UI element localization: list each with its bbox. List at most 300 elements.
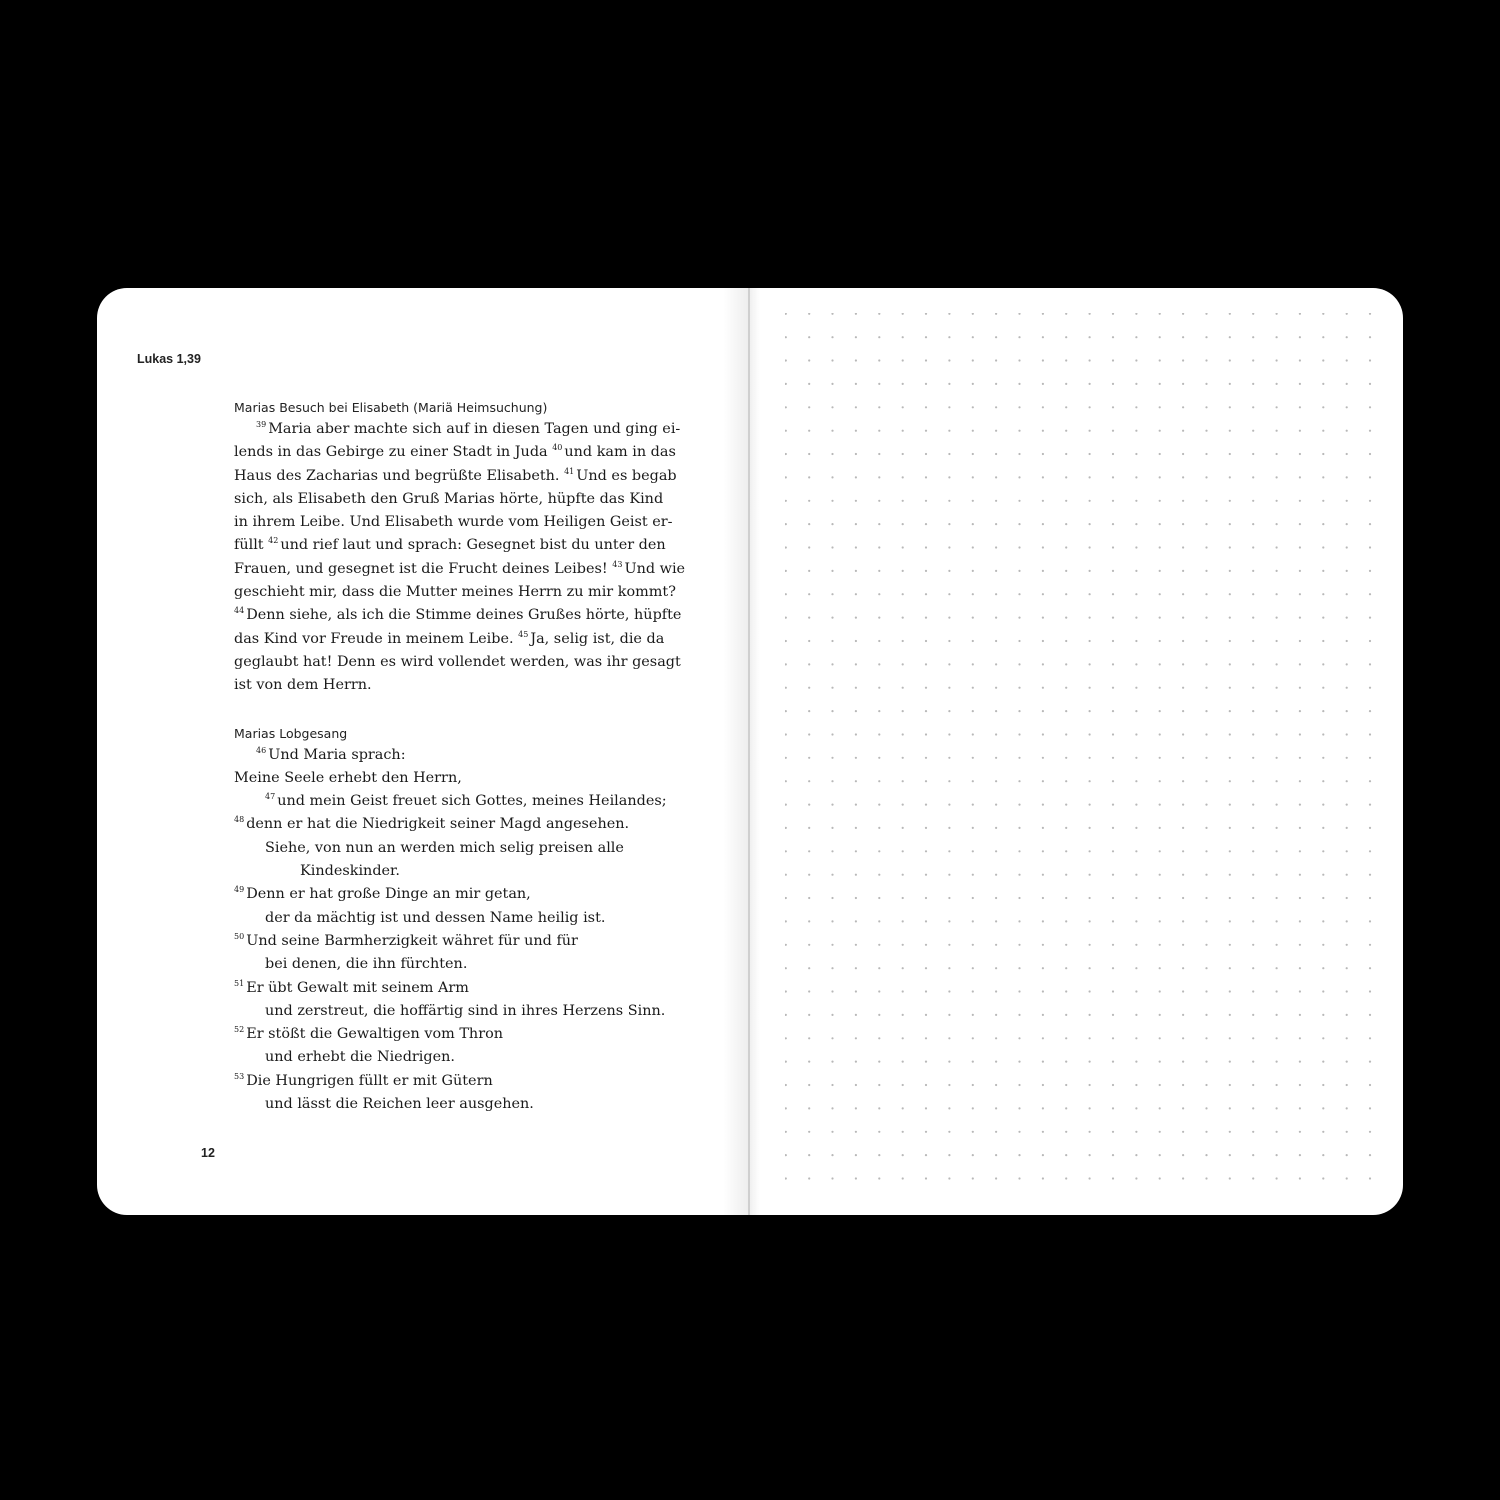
grid-dot bbox=[1322, 359, 1324, 361]
grid-dot bbox=[995, 710, 997, 712]
grid-dot bbox=[1018, 546, 1020, 548]
grid-dot bbox=[808, 1084, 810, 1086]
grid-dot bbox=[808, 546, 810, 548]
grid-dot bbox=[1159, 546, 1161, 548]
grid-dot bbox=[1065, 546, 1067, 548]
grid-dot bbox=[1276, 1037, 1278, 1039]
grid-dot bbox=[1276, 920, 1278, 922]
grid-dot bbox=[948, 967, 950, 969]
grid-dot bbox=[1252, 546, 1254, 548]
grid-dot bbox=[1042, 780, 1044, 782]
grid-dot bbox=[948, 359, 950, 361]
grid-dot bbox=[1346, 383, 1348, 385]
grid-dot bbox=[925, 780, 927, 782]
grid-dot bbox=[878, 640, 880, 642]
text-line bbox=[234, 953, 646, 976]
grid-dot bbox=[1159, 1014, 1161, 1016]
grid-dot bbox=[878, 757, 880, 759]
grid-dot bbox=[1346, 1084, 1348, 1086]
grid-dot bbox=[1299, 780, 1301, 782]
grid-dot bbox=[972, 827, 974, 829]
grid-dot bbox=[1018, 804, 1020, 806]
grid-dot bbox=[878, 897, 880, 899]
section-heading-magnificat: Marias Lobgesang bbox=[234, 725, 348, 741]
grid-dot bbox=[1205, 944, 1207, 946]
grid-dot bbox=[1252, 523, 1254, 525]
verse-number: 48 bbox=[234, 815, 245, 825]
grid-dot bbox=[878, 617, 880, 619]
grid-dot bbox=[785, 990, 787, 992]
grid-dot bbox=[972, 687, 974, 689]
grid-dot bbox=[1369, 990, 1371, 992]
grid-dot bbox=[785, 617, 787, 619]
grid-dot bbox=[1182, 897, 1184, 899]
grid-dot bbox=[1018, 1084, 1020, 1086]
grid-dot bbox=[925, 757, 927, 759]
grid-dot bbox=[1112, 967, 1114, 969]
grid-dot bbox=[1322, 804, 1324, 806]
grid-dot bbox=[1112, 990, 1114, 992]
grid-dot bbox=[1089, 430, 1091, 432]
grid-dot bbox=[1065, 570, 1067, 572]
grid-dot bbox=[1065, 780, 1067, 782]
grid-dot bbox=[878, 874, 880, 876]
grid-dot bbox=[1369, 897, 1371, 899]
grid-dot bbox=[808, 1177, 810, 1179]
text-line bbox=[234, 488, 664, 511]
grid-dot bbox=[925, 920, 927, 922]
grid-dot bbox=[1159, 804, 1161, 806]
grid-dot bbox=[1299, 687, 1301, 689]
grid-dot bbox=[855, 780, 857, 782]
grid-dot bbox=[995, 500, 997, 502]
grid-dot bbox=[878, 383, 880, 385]
grid-dot bbox=[902, 827, 904, 829]
grid-dot bbox=[1135, 757, 1137, 759]
grid-dot bbox=[948, 733, 950, 735]
grid-dot bbox=[878, 967, 880, 969]
grid-dot bbox=[831, 313, 833, 315]
grid-dot bbox=[1229, 710, 1231, 712]
grid-dot bbox=[831, 383, 833, 385]
grid-dot bbox=[1299, 336, 1301, 338]
grid-dot bbox=[1229, 733, 1231, 735]
grid-dot bbox=[1229, 570, 1231, 572]
grid-dot bbox=[995, 523, 997, 525]
grid-dot bbox=[995, 920, 997, 922]
grid-dot bbox=[808, 453, 810, 455]
grid-dot bbox=[1042, 1084, 1044, 1086]
grid-dot bbox=[1205, 640, 1207, 642]
verse-number: 40 bbox=[552, 443, 563, 453]
grid-dot bbox=[1322, 383, 1324, 385]
grid-dot bbox=[972, 757, 974, 759]
grid-dot bbox=[1018, 383, 1020, 385]
verse-text: und erhebt die Niedrigen. bbox=[265, 1049, 455, 1066]
grid-dot bbox=[808, 430, 810, 432]
grid-dot bbox=[1252, 757, 1254, 759]
grid-dot bbox=[831, 476, 833, 478]
grid-dot bbox=[1205, 850, 1207, 852]
verse-text: Meine Seele erhebt den Herrn, bbox=[234, 769, 462, 786]
grid-dot bbox=[995, 1061, 997, 1063]
grid-dot bbox=[855, 570, 857, 572]
grid-dot bbox=[878, 570, 880, 572]
grid-dot bbox=[1089, 897, 1091, 899]
grid-dot bbox=[831, 617, 833, 619]
grid-dot bbox=[1205, 593, 1207, 595]
grid-dot bbox=[1042, 663, 1044, 665]
verse-text: Er stößt die Gewaltigen vom Thron bbox=[246, 1026, 504, 1043]
grid-dot bbox=[831, 593, 833, 595]
grid-dot bbox=[1276, 780, 1278, 782]
grid-dot bbox=[1299, 1037, 1301, 1039]
grid-dot bbox=[1065, 990, 1067, 992]
grid-dot bbox=[1229, 1107, 1231, 1109]
grid-dot bbox=[1182, 1061, 1184, 1063]
grid-dot bbox=[1322, 920, 1324, 922]
grid-dot bbox=[1252, 640, 1254, 642]
grid-dot bbox=[1018, 850, 1020, 852]
grid-dot bbox=[1018, 827, 1020, 829]
grid-dot bbox=[1182, 1131, 1184, 1133]
grid-dot bbox=[1112, 1037, 1114, 1039]
grid-dot bbox=[902, 920, 904, 922]
grid-dot bbox=[855, 897, 857, 899]
grid-dot bbox=[831, 710, 833, 712]
grid-dot bbox=[1018, 920, 1020, 922]
grid-dot bbox=[785, 453, 787, 455]
grid-dot bbox=[1346, 523, 1348, 525]
grid-dot bbox=[1182, 944, 1184, 946]
grid-dot bbox=[925, 687, 927, 689]
grid-dot bbox=[1299, 920, 1301, 922]
grid-dot bbox=[995, 897, 997, 899]
grid-dot bbox=[831, 897, 833, 899]
grid-dot bbox=[1346, 359, 1348, 361]
verse-number: 43 bbox=[612, 559, 623, 569]
grid-dot bbox=[1112, 500, 1114, 502]
grid-dot bbox=[1299, 406, 1301, 408]
grid-dot bbox=[1182, 874, 1184, 876]
grid-dot bbox=[1159, 944, 1161, 946]
verse-number: 41 bbox=[564, 466, 575, 476]
grid-dot bbox=[855, 804, 857, 806]
grid-dot bbox=[1182, 546, 1184, 548]
grid-dot bbox=[1299, 1177, 1301, 1179]
grid-dot bbox=[1229, 850, 1231, 852]
grid-dot bbox=[808, 500, 810, 502]
grid-dot bbox=[1042, 990, 1044, 992]
grid-dot bbox=[785, 944, 787, 946]
grid-dot bbox=[855, 663, 857, 665]
text-line bbox=[234, 674, 646, 697]
grid-dot bbox=[1159, 663, 1161, 665]
grid-dot bbox=[855, 827, 857, 829]
grid-dot bbox=[972, 944, 974, 946]
grid-dot bbox=[1065, 1014, 1067, 1016]
grid-dot bbox=[855, 476, 857, 478]
grid-dot bbox=[1135, 593, 1137, 595]
grid-dot bbox=[995, 804, 997, 806]
grid-dot bbox=[1182, 733, 1184, 735]
grid-dot bbox=[1089, 640, 1091, 642]
grid-dot bbox=[878, 1014, 880, 1016]
grid-dot bbox=[995, 1084, 997, 1086]
grid-dot bbox=[972, 523, 974, 525]
grid-dot bbox=[1065, 850, 1067, 852]
grid-dot bbox=[948, 1154, 950, 1156]
verse-text: Denn er hat große Dinge an mir getan, bbox=[246, 886, 531, 903]
grid-dot bbox=[785, 757, 787, 759]
grid-dot bbox=[1135, 780, 1137, 782]
grid-dot bbox=[1042, 804, 1044, 806]
grid-dot bbox=[1346, 476, 1348, 478]
grid-dot bbox=[1112, 1014, 1114, 1016]
grid-dot bbox=[1299, 383, 1301, 385]
grid-dot bbox=[1135, 546, 1137, 548]
grid-dot bbox=[948, 406, 950, 408]
grid-dot bbox=[948, 336, 950, 338]
grid-dot bbox=[1276, 640, 1278, 642]
grid-dot bbox=[1089, 1061, 1091, 1063]
grid-dot bbox=[925, 1154, 927, 1156]
grid-dot bbox=[1089, 687, 1091, 689]
grid-dot bbox=[808, 336, 810, 338]
grid-dot bbox=[1299, 523, 1301, 525]
grid-dot bbox=[995, 944, 997, 946]
grid-dot bbox=[1042, 1107, 1044, 1109]
grid-dot bbox=[878, 1154, 880, 1156]
grid-dot bbox=[1322, 897, 1324, 899]
grid-dot bbox=[1089, 1154, 1091, 1156]
grid-dot bbox=[1042, 710, 1044, 712]
grid-dot bbox=[785, 920, 787, 922]
grid-dot bbox=[831, 1131, 833, 1133]
grid-dot bbox=[902, 640, 904, 642]
grid-dot bbox=[1112, 733, 1114, 735]
grid-dot bbox=[785, 710, 787, 712]
grid-dot bbox=[1252, 476, 1254, 478]
grid-dot bbox=[1089, 617, 1091, 619]
grid-dot bbox=[1042, 827, 1044, 829]
grid-dot bbox=[1229, 500, 1231, 502]
grid-dot bbox=[1018, 313, 1020, 315]
grid-dot bbox=[808, 359, 810, 361]
verse-number: 53 bbox=[234, 1071, 245, 1081]
grid-dot bbox=[972, 990, 974, 992]
grid-dot bbox=[785, 476, 787, 478]
grid-dot bbox=[1346, 570, 1348, 572]
grid-dot bbox=[1369, 313, 1371, 315]
text-line bbox=[234, 977, 646, 1000]
grid-dot bbox=[785, 1061, 787, 1063]
grid-dot bbox=[1299, 850, 1301, 852]
grid-dot bbox=[1252, 359, 1254, 361]
grid-dot bbox=[995, 687, 997, 689]
grid-dot bbox=[1252, 1014, 1254, 1016]
grid-dot bbox=[1135, 453, 1137, 455]
text-line bbox=[234, 930, 646, 953]
grid-dot bbox=[878, 804, 880, 806]
grid-dot bbox=[1229, 476, 1231, 478]
grid-dot bbox=[1276, 359, 1278, 361]
grid-dot bbox=[785, 874, 787, 876]
grid-dot bbox=[855, 336, 857, 338]
grid-dot bbox=[1276, 990, 1278, 992]
verse-text: der da mächtig ist und dessen Name heilig ist. bbox=[265, 909, 606, 926]
grid-dot bbox=[1135, 359, 1137, 361]
grid-dot bbox=[1346, 733, 1348, 735]
grid-dot bbox=[1229, 920, 1231, 922]
grid-dot bbox=[1042, 640, 1044, 642]
grid-dot bbox=[1159, 1037, 1161, 1039]
grid-dot bbox=[1252, 383, 1254, 385]
grid-dot bbox=[1369, 593, 1371, 595]
grid-dot bbox=[1065, 1177, 1067, 1179]
grid-dot bbox=[1346, 757, 1348, 759]
grid-dot bbox=[1089, 1131, 1091, 1133]
grid-dot bbox=[1182, 313, 1184, 315]
grid-dot bbox=[831, 780, 833, 782]
grid-dot bbox=[1299, 804, 1301, 806]
grid-dot bbox=[902, 663, 904, 665]
grid-dot bbox=[1018, 944, 1020, 946]
grid-dot bbox=[1042, 944, 1044, 946]
grid-dot bbox=[995, 1131, 997, 1133]
grid-dot bbox=[855, 733, 857, 735]
grid-dot bbox=[1299, 733, 1301, 735]
grid-dot bbox=[1135, 1107, 1137, 1109]
grid-dot bbox=[1018, 1014, 1020, 1016]
grid-dot bbox=[1159, 640, 1161, 642]
grid-dot bbox=[1229, 336, 1231, 338]
grid-dot bbox=[1252, 617, 1254, 619]
grid-dot bbox=[1369, 733, 1371, 735]
grid-dot bbox=[1369, 944, 1371, 946]
verse-text: und rief laut und sprach: Gesegnet bist du unter den bbox=[280, 537, 666, 554]
grid-dot bbox=[785, 336, 787, 338]
grid-dot bbox=[855, 453, 857, 455]
grid-dot bbox=[1159, 780, 1161, 782]
grid-dot bbox=[948, 1107, 950, 1109]
grid-dot bbox=[1065, 733, 1067, 735]
grid-dot bbox=[1112, 850, 1114, 852]
grid-dot bbox=[1159, 874, 1161, 876]
text-line bbox=[234, 860, 646, 883]
grid-dot bbox=[1276, 336, 1278, 338]
grid-dot bbox=[948, 1014, 950, 1016]
text-block bbox=[234, 398, 686, 1116]
grid-dot bbox=[1229, 640, 1231, 642]
grid-dot bbox=[1252, 804, 1254, 806]
grid-dot bbox=[902, 710, 904, 712]
grid-dot bbox=[1369, 967, 1371, 969]
grid-dot bbox=[878, 430, 880, 432]
grid-dot bbox=[1089, 663, 1091, 665]
grid-dot bbox=[1112, 336, 1114, 338]
grid-dot bbox=[1299, 1131, 1301, 1133]
grid-dot bbox=[1089, 874, 1091, 876]
grid-dot bbox=[902, 383, 904, 385]
grid-dot bbox=[948, 430, 950, 432]
grid-dot bbox=[1205, 406, 1207, 408]
grid-dot bbox=[855, 687, 857, 689]
grid-dot bbox=[995, 874, 997, 876]
grid-dot bbox=[878, 1037, 880, 1039]
grid-dot bbox=[1135, 313, 1137, 315]
grid-dot bbox=[925, 710, 927, 712]
grid-dot bbox=[972, 733, 974, 735]
text-line bbox=[234, 558, 686, 581]
grid-dot bbox=[1346, 897, 1348, 899]
grid-dot bbox=[808, 476, 810, 478]
grid-dot bbox=[1229, 897, 1231, 899]
grid-dot bbox=[972, 570, 974, 572]
grid-dot bbox=[1018, 640, 1020, 642]
grid-dot bbox=[785, 523, 787, 525]
grid-dot bbox=[1322, 990, 1324, 992]
grid-dot bbox=[1346, 640, 1348, 642]
grid-dot bbox=[1042, 920, 1044, 922]
grid-dot bbox=[1369, 1131, 1371, 1133]
grid-dot bbox=[1089, 406, 1091, 408]
grid-dot bbox=[1369, 1107, 1371, 1109]
grid-dot bbox=[1276, 897, 1278, 899]
grid-dot bbox=[925, 944, 927, 946]
grid-dot bbox=[1205, 453, 1207, 455]
grid-dot bbox=[902, 1061, 904, 1063]
grid-dot bbox=[1299, 663, 1301, 665]
grid-dot bbox=[948, 780, 950, 782]
verse-text: das Kind vor Freude in meinem Leibe. bbox=[234, 630, 519, 647]
grid-dot bbox=[1112, 804, 1114, 806]
grid-dot bbox=[1299, 640, 1301, 642]
grid-dot bbox=[1089, 1037, 1091, 1039]
grid-dot bbox=[1252, 1107, 1254, 1109]
text-line bbox=[234, 1070, 646, 1093]
grid-dot bbox=[1065, 663, 1067, 665]
text-line bbox=[234, 441, 676, 464]
grid-dot bbox=[855, 874, 857, 876]
grid-dot bbox=[902, 523, 904, 525]
text-line bbox=[234, 651, 681, 674]
grid-dot bbox=[785, 733, 787, 735]
grid-dot bbox=[1042, 406, 1044, 408]
grid-dot bbox=[1018, 336, 1020, 338]
grid-dot bbox=[972, 1014, 974, 1016]
grid-dot bbox=[808, 920, 810, 922]
grid-dot bbox=[1089, 1107, 1091, 1109]
grid-dot bbox=[808, 1107, 810, 1109]
grid-dot bbox=[925, 733, 927, 735]
text-line bbox=[234, 767, 646, 790]
grid-dot bbox=[995, 733, 997, 735]
verse-text: Siehe, von nun an werden mich selig preisen alle bbox=[265, 839, 624, 856]
verse-text: ist von dem Herrn. bbox=[234, 677, 372, 694]
grid-dot bbox=[1065, 804, 1067, 806]
grid-dot bbox=[1159, 430, 1161, 432]
grid-dot bbox=[1159, 500, 1161, 502]
grid-dot bbox=[808, 874, 810, 876]
grid-dot bbox=[1042, 850, 1044, 852]
grid-dot bbox=[878, 827, 880, 829]
grid-dot bbox=[948, 546, 950, 548]
grid-dot bbox=[1065, 757, 1067, 759]
grid-dot bbox=[1322, 1131, 1324, 1133]
grid-dot bbox=[925, 827, 927, 829]
grid-dot bbox=[995, 757, 997, 759]
